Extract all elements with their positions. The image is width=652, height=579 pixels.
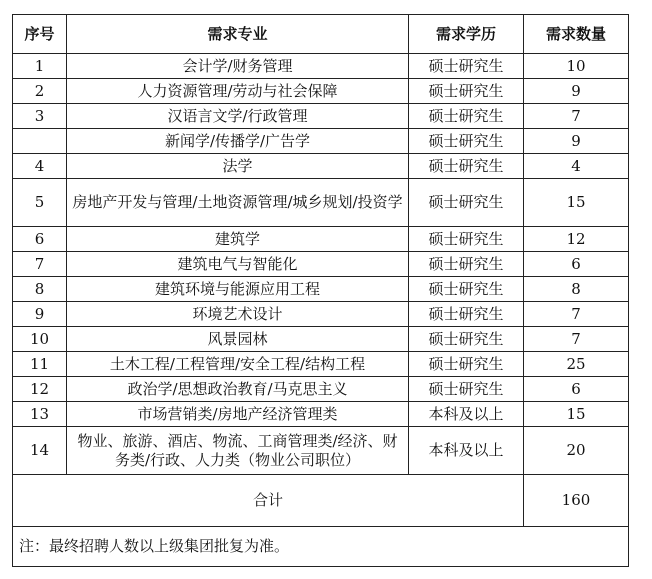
cell-major: 建筑环境与能源应用工程	[67, 277, 409, 302]
cell-index: 6	[13, 227, 67, 252]
cell-index: 2	[13, 79, 67, 104]
cell-major: 环境艺术设计	[67, 302, 409, 327]
cell-major: 风景园林	[67, 327, 409, 352]
table-row	[13, 79, 629, 104]
table-row	[13, 352, 629, 377]
cell-index: 3	[13, 104, 67, 129]
cell-count: 8	[524, 277, 629, 302]
cell-count: 7	[524, 104, 629, 129]
cell-major: 建筑学	[67, 227, 409, 252]
cell-major: 市场营销类/房地产经济管理类	[67, 402, 409, 427]
cell-major: 房地产开发与管理/土地资源管理/城乡规划/投资学	[67, 179, 409, 227]
cell-index: 1	[13, 54, 67, 79]
cell-major: 物业、旅游、酒店、物流、工商管理类/经济、财务类/行政、人力类（物业公司职位）	[67, 427, 409, 475]
table-row	[13, 227, 629, 252]
table-row	[13, 327, 629, 352]
cell-count: 10	[524, 54, 629, 79]
cell-index	[13, 129, 67, 154]
header-row	[13, 15, 629, 54]
cell-degree: 本科及以上	[409, 427, 524, 475]
table-row	[13, 252, 629, 277]
table-row	[13, 377, 629, 402]
cell-degree: 硕士研究生	[409, 327, 524, 352]
cell-index: 9	[13, 302, 67, 327]
cell-count: 9	[524, 79, 629, 104]
header-major: 需求专业	[67, 15, 409, 54]
table-row	[13, 427, 629, 475]
cell-index: 7	[13, 252, 67, 277]
cell-major: 土木工程/工程管理/安全工程/结构工程	[67, 352, 409, 377]
cell-index: 12	[13, 377, 67, 402]
cell-index: 11	[13, 352, 67, 377]
table-row	[13, 54, 629, 79]
table-row	[13, 154, 629, 179]
footnote: 注：最终招聘人数以上级集团批复为准。	[13, 527, 629, 567]
table-row	[13, 277, 629, 302]
cell-index: 4	[13, 154, 67, 179]
header-count: 需求数量	[524, 15, 629, 54]
cell-count: 4	[524, 154, 629, 179]
cell-index: 5	[13, 179, 67, 227]
cell-degree: 硕士研究生	[409, 277, 524, 302]
cell-degree: 本科及以上	[409, 402, 524, 427]
cell-major: 人力资源管理/劳动与社会保障	[67, 79, 409, 104]
cell-degree: 硕士研究生	[409, 79, 524, 104]
recruitment-table	[12, 14, 629, 567]
cell-major: 会计学/财务管理	[67, 54, 409, 79]
header-index: 序号	[13, 15, 67, 54]
cell-degree: 硕士研究生	[409, 104, 524, 129]
cell-major: 建筑电气与智能化	[67, 252, 409, 277]
table-row	[13, 104, 629, 129]
cell-count: 7	[524, 302, 629, 327]
table-row	[13, 402, 629, 427]
table-row	[13, 179, 629, 227]
cell-degree: 硕士研究生	[409, 179, 524, 227]
cell-count: 15	[524, 402, 629, 427]
cell-count: 7	[524, 327, 629, 352]
cell-degree: 硕士研究生	[409, 129, 524, 154]
cell-count: 25	[524, 352, 629, 377]
cell-count: 15	[524, 179, 629, 227]
cell-count: 6	[524, 252, 629, 277]
cell-count: 9	[524, 129, 629, 154]
cell-degree: 硕士研究生	[409, 377, 524, 402]
cell-count: 6	[524, 377, 629, 402]
header-degree: 需求学历	[409, 15, 524, 54]
cell-degree: 硕士研究生	[409, 54, 524, 79]
total-label: 合计	[13, 475, 524, 527]
cell-index: 10	[13, 327, 67, 352]
cell-index: 8	[13, 277, 67, 302]
total-row	[13, 475, 629, 527]
cell-degree: 硕士研究生	[409, 302, 524, 327]
cell-major: 政治学/思想政治教育/马克思主义	[67, 377, 409, 402]
cell-degree: 硕士研究生	[409, 352, 524, 377]
total-count: 160	[524, 475, 629, 527]
cell-index: 13	[13, 402, 67, 427]
cell-degree: 硕士研究生	[409, 154, 524, 179]
cell-count: 12	[524, 227, 629, 252]
note-row	[13, 527, 629, 567]
cell-degree: 硕士研究生	[409, 252, 524, 277]
table-row	[13, 302, 629, 327]
cell-major: 新闻学/传播学/广告学	[67, 129, 409, 154]
cell-count: 20	[524, 427, 629, 475]
table-header	[13, 15, 629, 54]
cell-major: 汉语言文学/行政管理	[67, 104, 409, 129]
cell-index: 14	[13, 427, 67, 475]
cell-degree: 硕士研究生	[409, 227, 524, 252]
cell-major: 法学	[67, 154, 409, 179]
table-row	[13, 129, 629, 154]
